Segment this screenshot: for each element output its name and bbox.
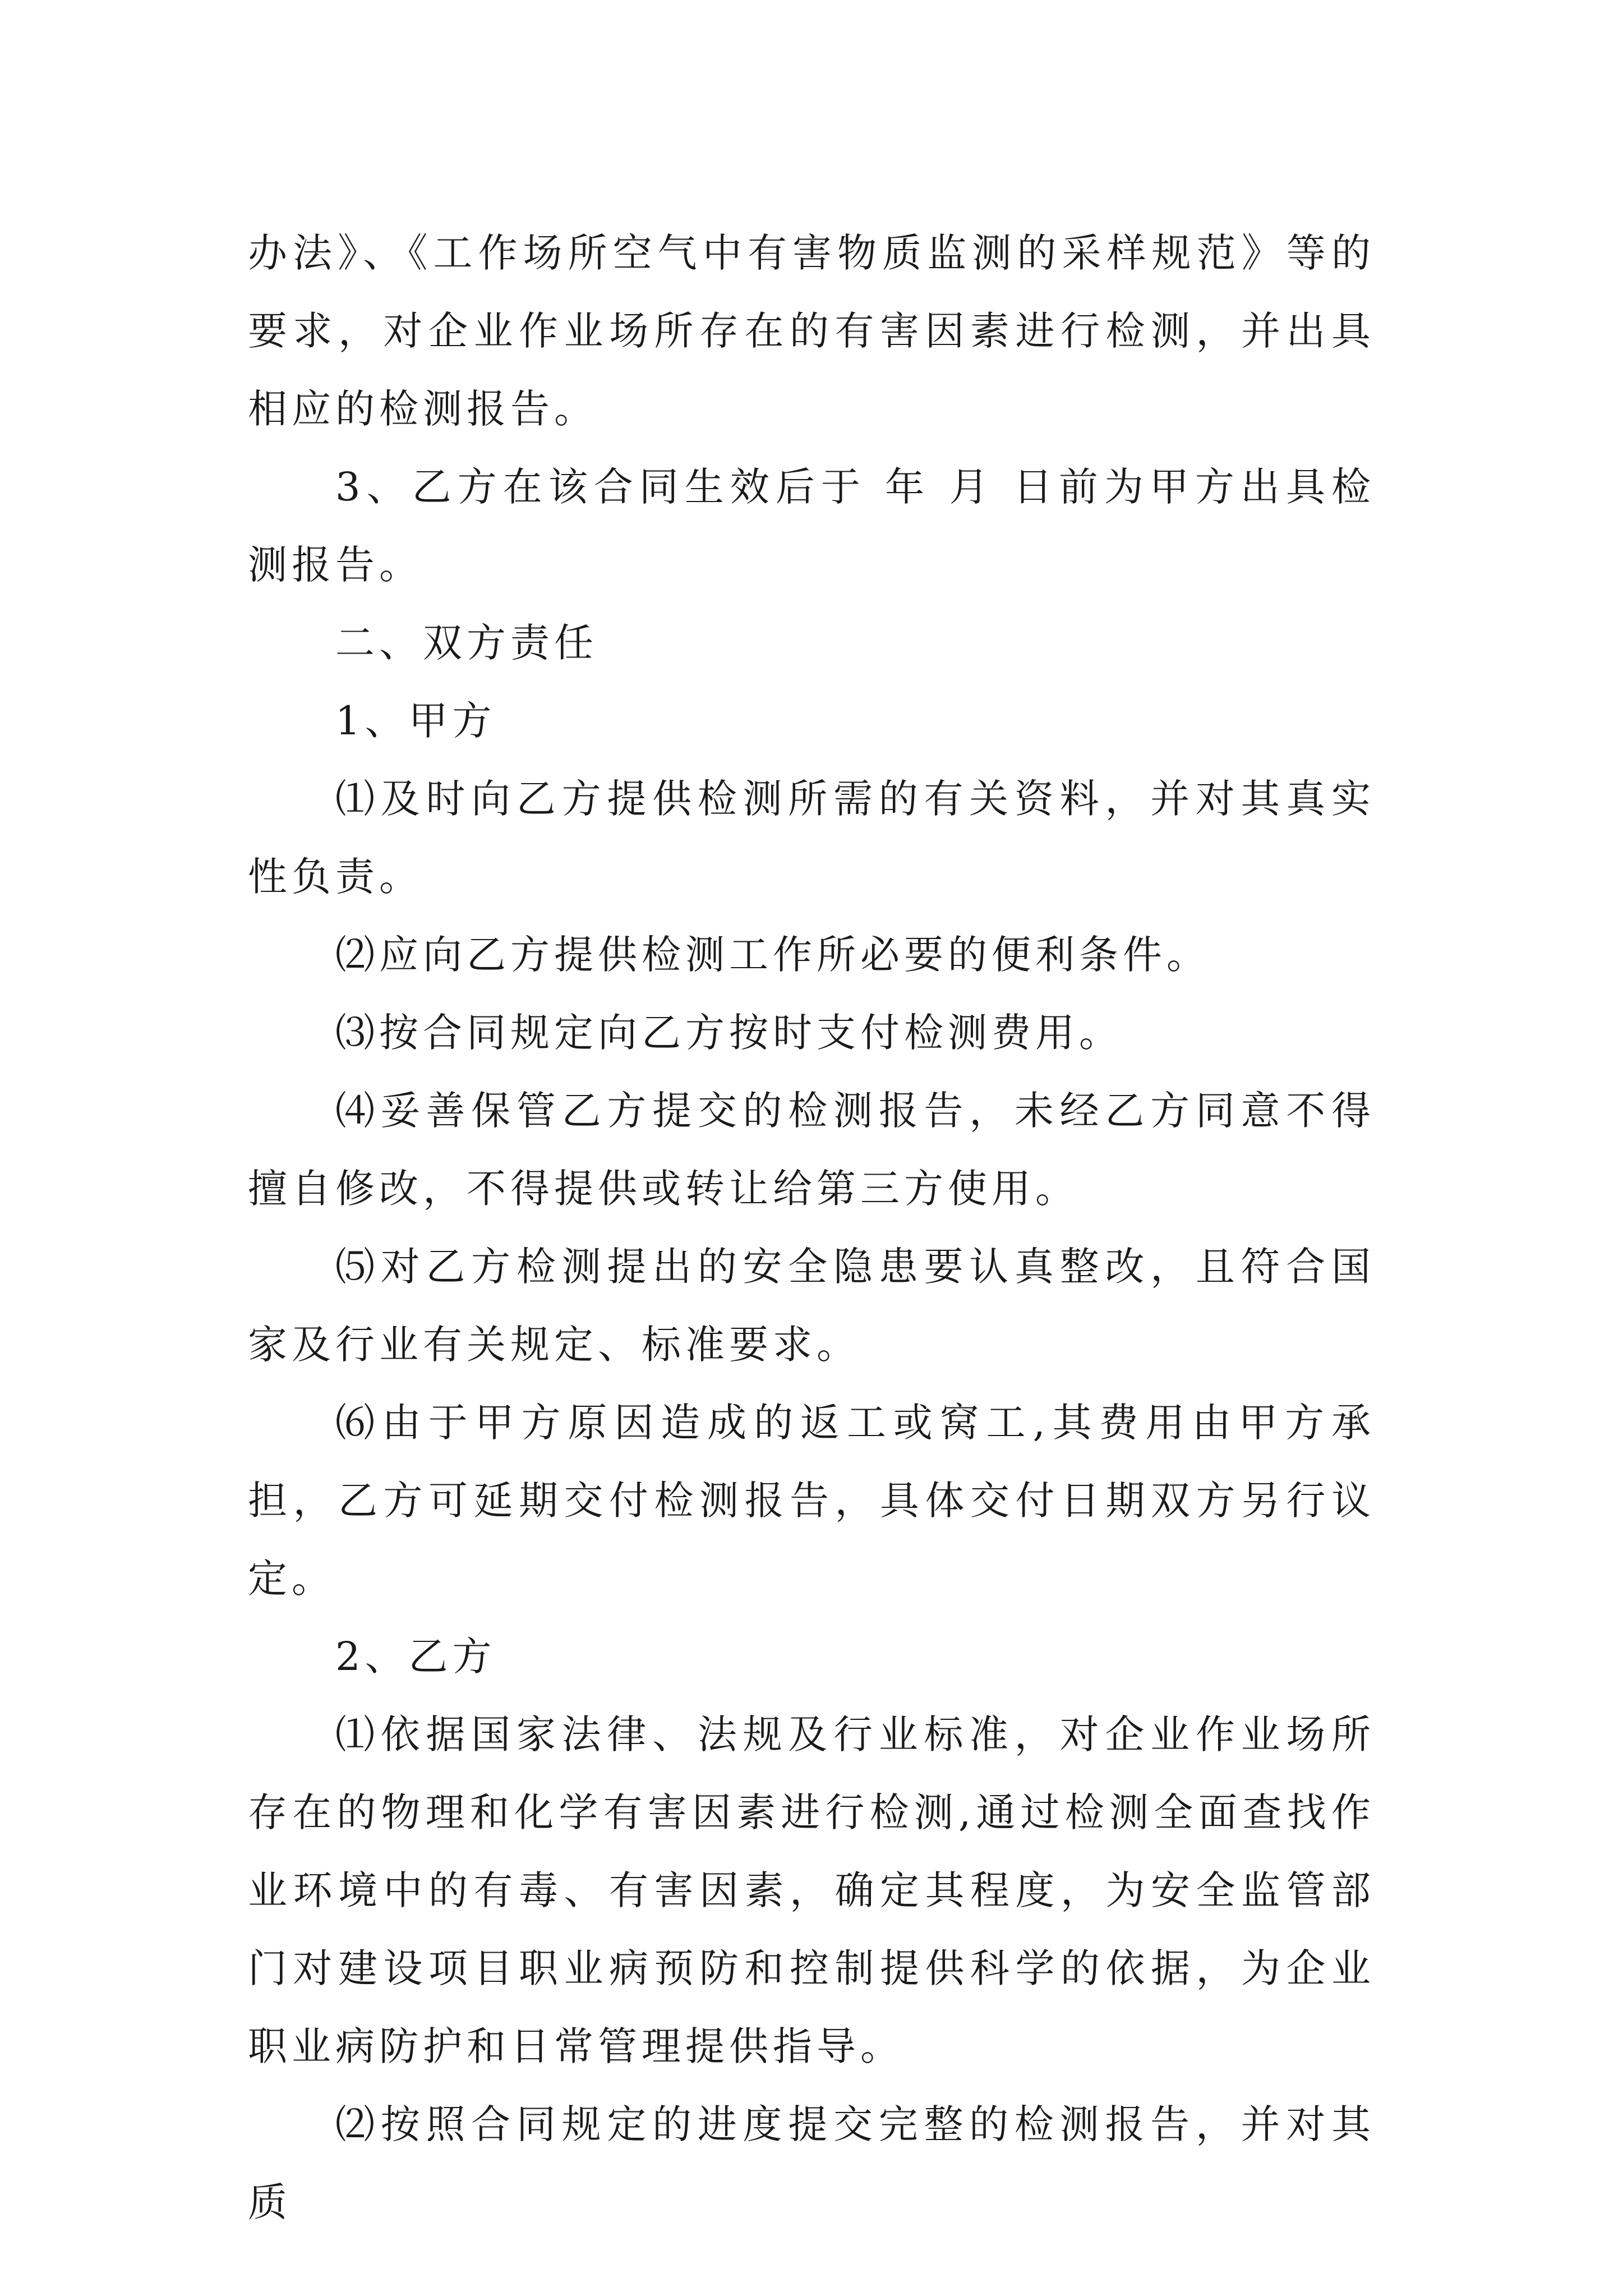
- subheading-party-a: 1、甲方: [335, 698, 496, 744]
- party-a-item-3: ⑶按合同规定向乙方按时支付检测费用。: [335, 1010, 1123, 1056]
- subheading-party-b: 2、乙方: [335, 1634, 496, 1680]
- paragraph-clause-3: 3、乙方在该合同生效后于 年 月 日前为甲方出具检测报告。: [248, 464, 1375, 588]
- party-a-item-2: ⑵应向乙方提供检测工作所必要的便利条件。: [335, 932, 1210, 978]
- section-heading-responsibilities: 二、双方责任: [335, 620, 598, 666]
- party-b-item-2: ⑵按照合同规定的进度提交完整的检测报告，并对其质: [248, 2101, 1375, 2225]
- paragraph-continuation: 办法》、《工作场所空气中有害物质监测的采样规范》等的要求，对企业作业场所存在的有害因素进行检测，并出具相应的检测报告。: [248, 230, 1375, 432]
- party-b-item-1: ⑴依据国家法律、法规及行业标准，对企业作业场所存在的物理和化学有害因素进行检测,通过检测全面查找作业环境中的有毒、有害因素，确定其程度，为安全监管部门对建设项目职业病预防和控制提供科学的依据，为企业职业病防护和日常管理提供指导。: [248, 1711, 1375, 2069]
- party-a-item-5: ⑸对乙方检测提出的安全隐患要认真整改，且符合国家及行业有关规定、标准要求。: [248, 1244, 1375, 1368]
- party-a-item-1: ⑴及时向乙方提供检测所需的有关资料，并对其真实性负责。: [248, 776, 1375, 900]
- document-body: [248, 214, 1375, 2242]
- party-a-item-4: ⑷妥善保管乙方提交的检测报告，未经乙方同意不得擅自修改，不得提供或转让给第三方使用。: [248, 1088, 1375, 1212]
- party-a-item-6: ⑹由于甲方原因造成的返工或窝工,其费用由甲方承担，乙方可延期交付检测报告，具体交付日期双方另行议定。: [248, 1400, 1375, 1602]
